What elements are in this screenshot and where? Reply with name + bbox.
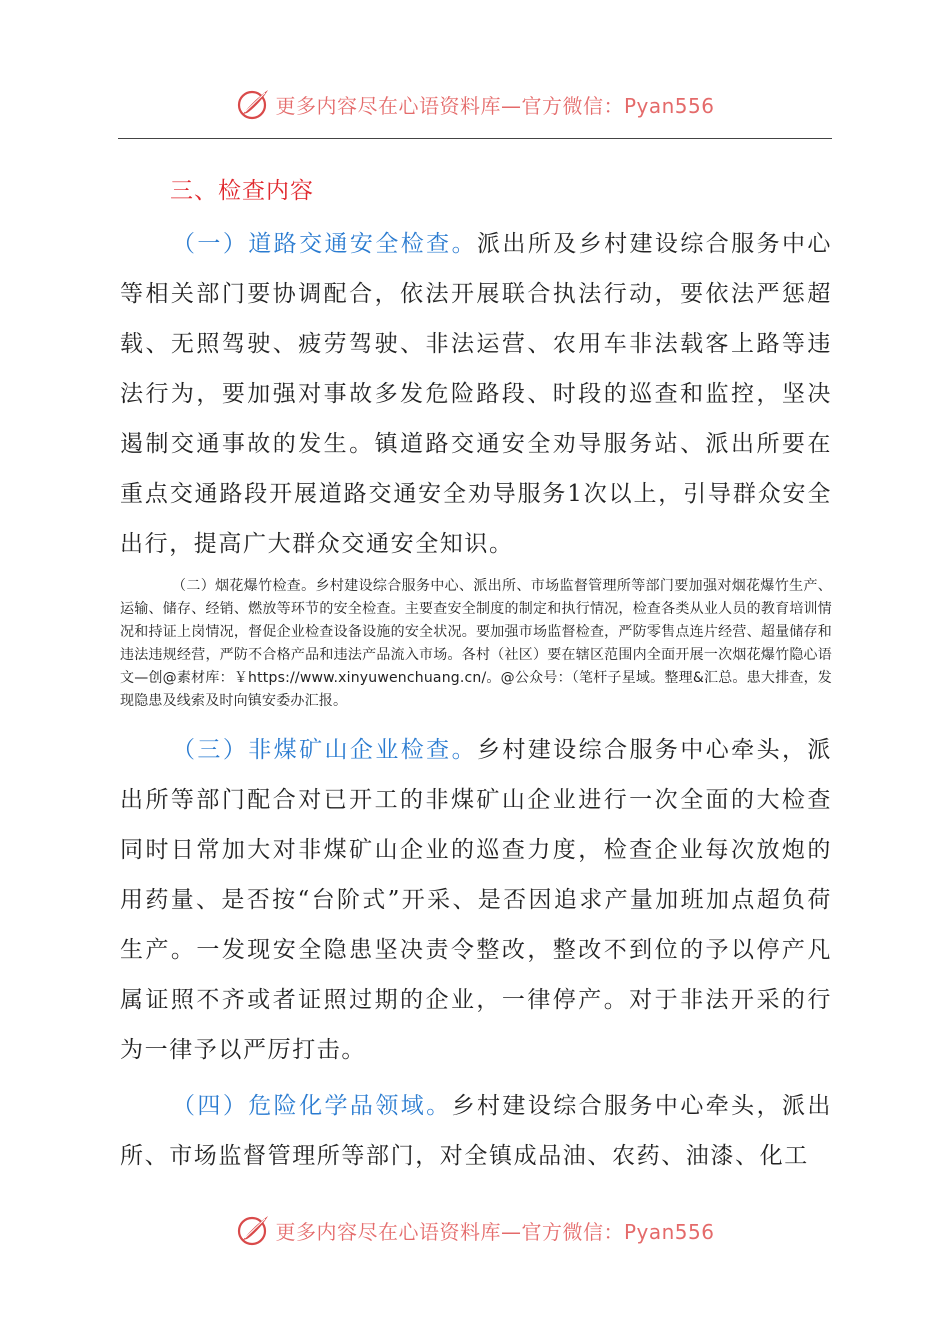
banner-text: 更多内容尽在心语资料库—官方微信：Pyan556 — [275, 1219, 715, 1244]
banner-text: 更多内容尽在心语资料库—官方微信：Pyan556 — [275, 93, 715, 118]
paragraph-body: 乡村建设综合服务中心牵头，派出所等部门配合对已开工的非煤矿山企业进行一次全面的大检查同时日常加大对非煤矿山企业的巡查力度，检查企业每次放炮的用药量、是否按“台阶式”开采、是否因追求产量加班加点超负荷生产。一发现安全隐患坚决责令整改，整改不到位的予以停产凡属证照不齐或者证照过期的企业，一律停产。对于非法开采的行为一律予以严厉打击。 — [120, 737, 833, 1063]
paragraph-mining — [120, 725, 832, 1075]
paragraph-lead: （四）危险化学品领域。 — [172, 1093, 452, 1119]
paragraph-fireworks: （二）烟花爆竹检查。乡村建设综合服务中心、派出所、市场监督管理所等部门要加强对烟花爆竹生产、运输、储存、经销、燃放等环节的安全检查。主要查安全制度的制定和执行情况，检查各类从业人员的教育培训情况和持证上岗情况，督促企业检查设备设施的安全状况。要加强市场监督检查，严防零售点连片经营、超量储存和违法违规经营，严防不合格产品和违法产品流入市场。各村（社区）要在辖区范围内全面开展一次烟花爆竹隐心语文—创@素材库：￥https://www.xinyuwenchuang.cn/。@公众号：（笔杆子星域。整理&汇总。患大排查，发现隐患及线索及时向镇安委办汇报。 — [120, 578, 832, 709]
footer-banner — [0, 1210, 950, 1250]
paragraph-body: 乡村建设综合服务中心牵头，派出所、市场监督管理所等部门，对全镇成品油、农药、油漆、化工 — [120, 1093, 832, 1169]
header-divider — [118, 138, 832, 139]
paragraph-chemicals — [120, 1081, 832, 1181]
paragraph-lead: （一）道路交通安全检查。 — [172, 231, 477, 257]
quill-logo-icon — [235, 1212, 271, 1248]
header-banner — [0, 84, 950, 124]
section-heading: 三、检查内容 — [170, 178, 314, 204]
paragraph-road-safety — [120, 219, 832, 569]
quill-logo-icon — [235, 86, 271, 122]
paragraph-lead: （三）非煤矿山企业检查。 — [172, 737, 477, 763]
paragraph-body: 派出所及乡村建设综合服务中心等相关部门要协调配合，依法开展联合执法行动，要依法严惩超载、无照驾驶、疲劳驾驶、非法运营、农用车非法载客上路等违法行为，要加强对事故多发危险路段、时段的巡查和监控，坚决遏制交通事故的发生。镇道路交通安全劝导服务站、派出所要在重点交通路段开展道路交通安全劝导服务1次以上，引导群众安全出行，提高广大群众交通安全知识。 — [120, 231, 833, 557]
document-body — [120, 164, 832, 1181]
